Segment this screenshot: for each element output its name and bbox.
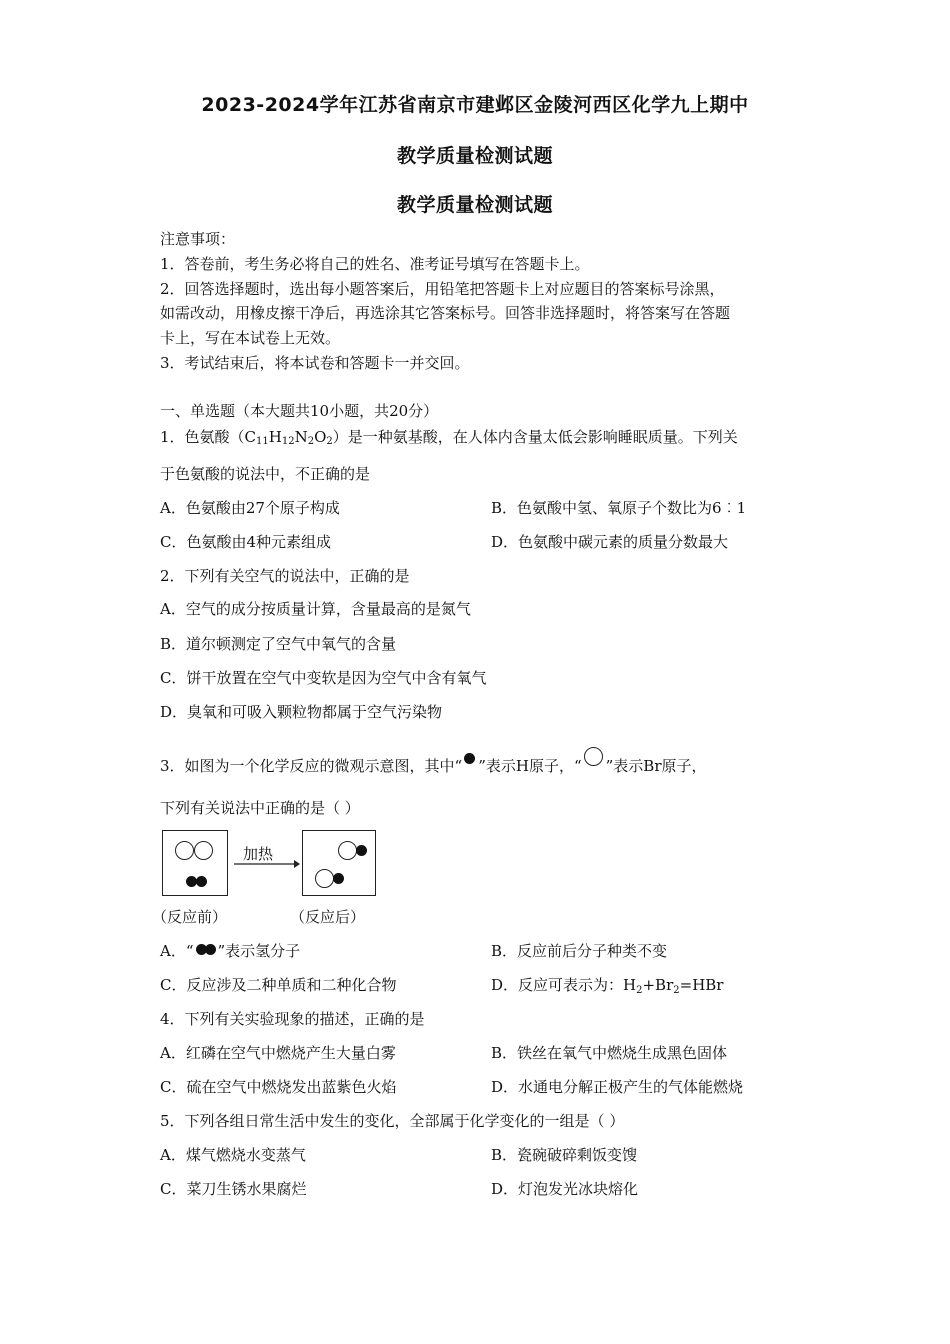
reaction-arrow-icon [232,857,302,871]
q1-option-c: C．色氨酸由4种元素组成 [160,533,332,551]
h-atom-legend-icon [462,753,478,767]
notice-item-2b: 如需改动，用橡皮擦干净后，再选涂其它答案标号。回答非选择题时，将答案写在答题 [160,304,731,322]
q3-stem-line2: 下列有关说法中正确的是（ ） [160,799,360,817]
q5-option-a: A．煤气燃烧水变蒸气 [160,1146,306,1164]
exam-title-line3: 教学质量检测试题 [396,194,553,216]
notice-item-3: 3．考试结束后，将本试卷和答题卡一并交回。 [160,354,470,372]
notice-item-1: 1．答卷前，考生务必将自己的姓名、准考证号填写在答题卡上。 [160,255,590,273]
q3-option-a: A．“ ”表示氢分子 [160,942,301,960]
q1-stem-line2: 于色氨酸的说法中，不正确的是 [160,465,371,483]
q4-option-a: A．红磷在空气中燃烧产生大量白雾 [160,1044,396,1062]
q3-option-c: C．反应涉及二种单质和二种化合物 [160,976,397,994]
q2-stem: 2．下列有关空气的说法中，正确的是 [160,567,410,585]
q5-stem: 5．下列各组日常生活中发生的变化，全部属于化学变化的一组是（ ） [160,1112,625,1130]
q5-option-c: C．菜刀生锈水果腐烂 [160,1180,307,1198]
after-reaction-box [302,830,376,896]
br-atom-icon [315,869,334,888]
q3-stem-line1: 3．如图为一个化学反应的微观示意图，其中“ ”表示H原子，“ ”表示Br原子， [160,747,707,776]
section-heading: 一、单选题（本大题共10小题，共20分） [160,402,439,420]
notice-item-2c: 卡上，写在本试卷上无效。 [160,329,341,347]
h2-molecule-icon [194,943,218,955]
notice-heading: 注意事项： [160,230,236,248]
before-reaction-box [162,830,228,896]
h-atom-icon [196,876,207,887]
h-atom-icon [356,845,367,856]
exam-title-line1: 2023-2024学年江苏省南京市建邺区金陵河西区化学九上期中 [201,94,749,116]
q2-option-b: B．道尔顿测定了空气中氧气的含量 [160,635,397,653]
q1-stem-line1: 1．色氨酸$(C_{11}H_{12}N_2O_2)$是一种氨基酸，在人体内含量太低会影响睡眠质量。下列关 [160,428,738,447]
q4-option-b: B．铁丝在氧气中燃烧生成黑色固体 [491,1044,728,1062]
q1-option-b: B．色氨酸中氢、氧原子个数比为6︰1 [491,499,747,517]
q5-option-d: D．灯泡发光冰块熔化 [491,1180,639,1198]
notice-item-2a: 2．回答选择题时，选出每小题答案后，用铅笔把答题卡上对应题目的答案标号涂黑， [160,280,725,298]
q2-option-d: D．臭氧和可吸入颗粒物都属于空气污染物 [160,703,443,721]
exam-title-line2: 教学质量检测试题 [396,145,553,167]
q2-option-a: A．空气的成分按质量计算，含量最高的是氮气 [160,600,471,618]
q1-option-a: A．色氨酸由27个原子构成 [160,499,340,517]
br-atom-icon [175,841,194,860]
q2-option-c: C．饼干放置在空气中变软是因为空气中含有氧气 [160,669,487,687]
br-atom-icon [194,841,213,860]
q3-option-b: B．反应前后分子种类不变 [491,942,668,960]
q4-option-d: D．水通电分解正极产生的气体能燃烧 [491,1078,744,1096]
q3-option-d: D．反应可表示为：$H_2+Br_2=HBr$ [491,976,724,996]
q5-option-b: B．瓷碗破碎剩饭变馊 [491,1146,638,1164]
heating-label: 加热 [243,845,274,863]
h-atom-icon [333,873,344,884]
q1-option-d: D．色氨酸中碳元素的质量分数最大 [491,533,729,551]
q4-stem: 4．下列有关实验现象的描述，正确的是 [160,1010,425,1028]
caption-before: （反应前） [152,908,228,926]
br-atom-icon [338,841,357,860]
q4-option-c: C．硫在空气中燃烧发出蓝紫色火焰 [160,1078,397,1096]
caption-after: （反应后） [290,908,366,926]
br-atom-legend-icon [582,747,606,763]
